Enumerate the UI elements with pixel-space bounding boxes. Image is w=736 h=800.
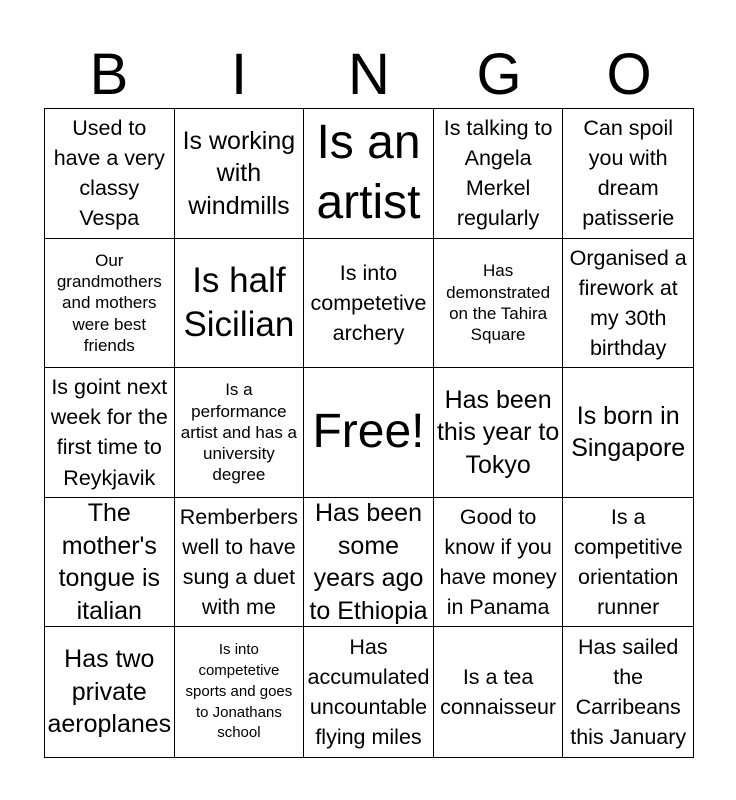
bingo-cell[interactable] [434, 368, 564, 498]
bingo-cell-text: Has been this year to Tokyo [436, 385, 560, 479]
bingo-cell-text: Good to know if you have money in Panama [439, 504, 557, 620]
bingo-cell[interactable] [304, 627, 434, 757]
bingo-cell[interactable] [175, 368, 305, 498]
bingo-cell-text: Is into competetive sports and goes to Jonathans school [185, 641, 293, 742]
bingo-cell[interactable] [45, 239, 175, 369]
bingo-cell-text: Is a tea connaisseur [440, 665, 557, 720]
bingo-cell-text: Has demonstrated on the Tahira Square [446, 261, 551, 345]
bingo-cell-text: Organised a firework at my 30th birthday [569, 245, 687, 360]
bingo-cell-free[interactable] [304, 368, 434, 498]
bingo-cell-text: Is working with windmills [182, 126, 296, 220]
bingo-cell[interactable] [45, 498, 175, 628]
header-letter-g: G [476, 42, 522, 107]
bingo-cell-text: Is half Sicilian [183, 261, 295, 344]
bingo-cell-text: Has been some years ago to Ethiopia [309, 499, 428, 625]
bingo-cell-text: Is into competetive archery [310, 260, 427, 345]
bingo-cell[interactable] [45, 627, 175, 757]
bingo-cell-text: Has accumulated uncountable flying miles [307, 635, 430, 750]
bingo-cell[interactable] [434, 627, 564, 757]
bingo-cell[interactable] [434, 239, 564, 369]
bingo-cell[interactable] [175, 239, 305, 369]
header-letter-b: B [89, 42, 129, 107]
bingo-cell-text: Is goint next week for the first time to Reykjavik [50, 375, 168, 490]
bingo-cell-text: Has sailed the Carribeans this January [570, 635, 687, 750]
bingo-cell-text: Used to have a very classy Vespa [53, 116, 165, 231]
bingo-cell-text: Is a competitive orientation runner [573, 504, 683, 620]
bingo-header [44, 44, 694, 106]
bingo-cell[interactable] [304, 109, 434, 239]
bingo-cell[interactable] [304, 498, 434, 628]
bingo-cell-text: Can spoil you with dream patisserie [582, 116, 675, 231]
bingo-cell[interactable] [563, 239, 693, 369]
bingo-cell-text: Our grandmothers and mothers were best friends [56, 250, 162, 355]
header-letter-o: O [606, 42, 652, 107]
bingo-cell-text: Is a performance artist and has a university degree [180, 380, 298, 485]
bingo-cell[interactable] [434, 498, 564, 628]
bingo-cell[interactable] [45, 368, 175, 498]
header-letter-i: I [230, 42, 248, 107]
bingo-cell-text: Remberbers well to have sung a duet with me [179, 504, 299, 620]
header-letter-n: N [348, 42, 390, 107]
bingo-cell[interactable] [45, 109, 175, 239]
bingo-cell[interactable] [563, 498, 693, 628]
bingo-card-grid [44, 108, 694, 758]
bingo-cell-text: Has two private aeroplanes [47, 645, 172, 739]
bingo-cell-text: Is talking to Angela Merkel regularly [443, 116, 553, 231]
bingo-cell[interactable] [175, 627, 305, 757]
bingo-cell[interactable] [434, 109, 564, 239]
bingo-cell-text: Is born in Singapore [571, 401, 686, 463]
bingo-cell[interactable] [563, 109, 693, 239]
bingo-cell[interactable] [563, 368, 693, 498]
bingo-cell-text: Is an artist [316, 116, 421, 230]
bingo-cell-text: The mother's tongue is italian [58, 499, 161, 625]
bingo-cell-text: Free! [312, 405, 425, 459]
bingo-cell[interactable] [175, 109, 305, 239]
bingo-cell[interactable] [304, 239, 434, 369]
bingo-cell[interactable] [175, 498, 305, 628]
bingo-cell[interactable] [563, 627, 693, 757]
